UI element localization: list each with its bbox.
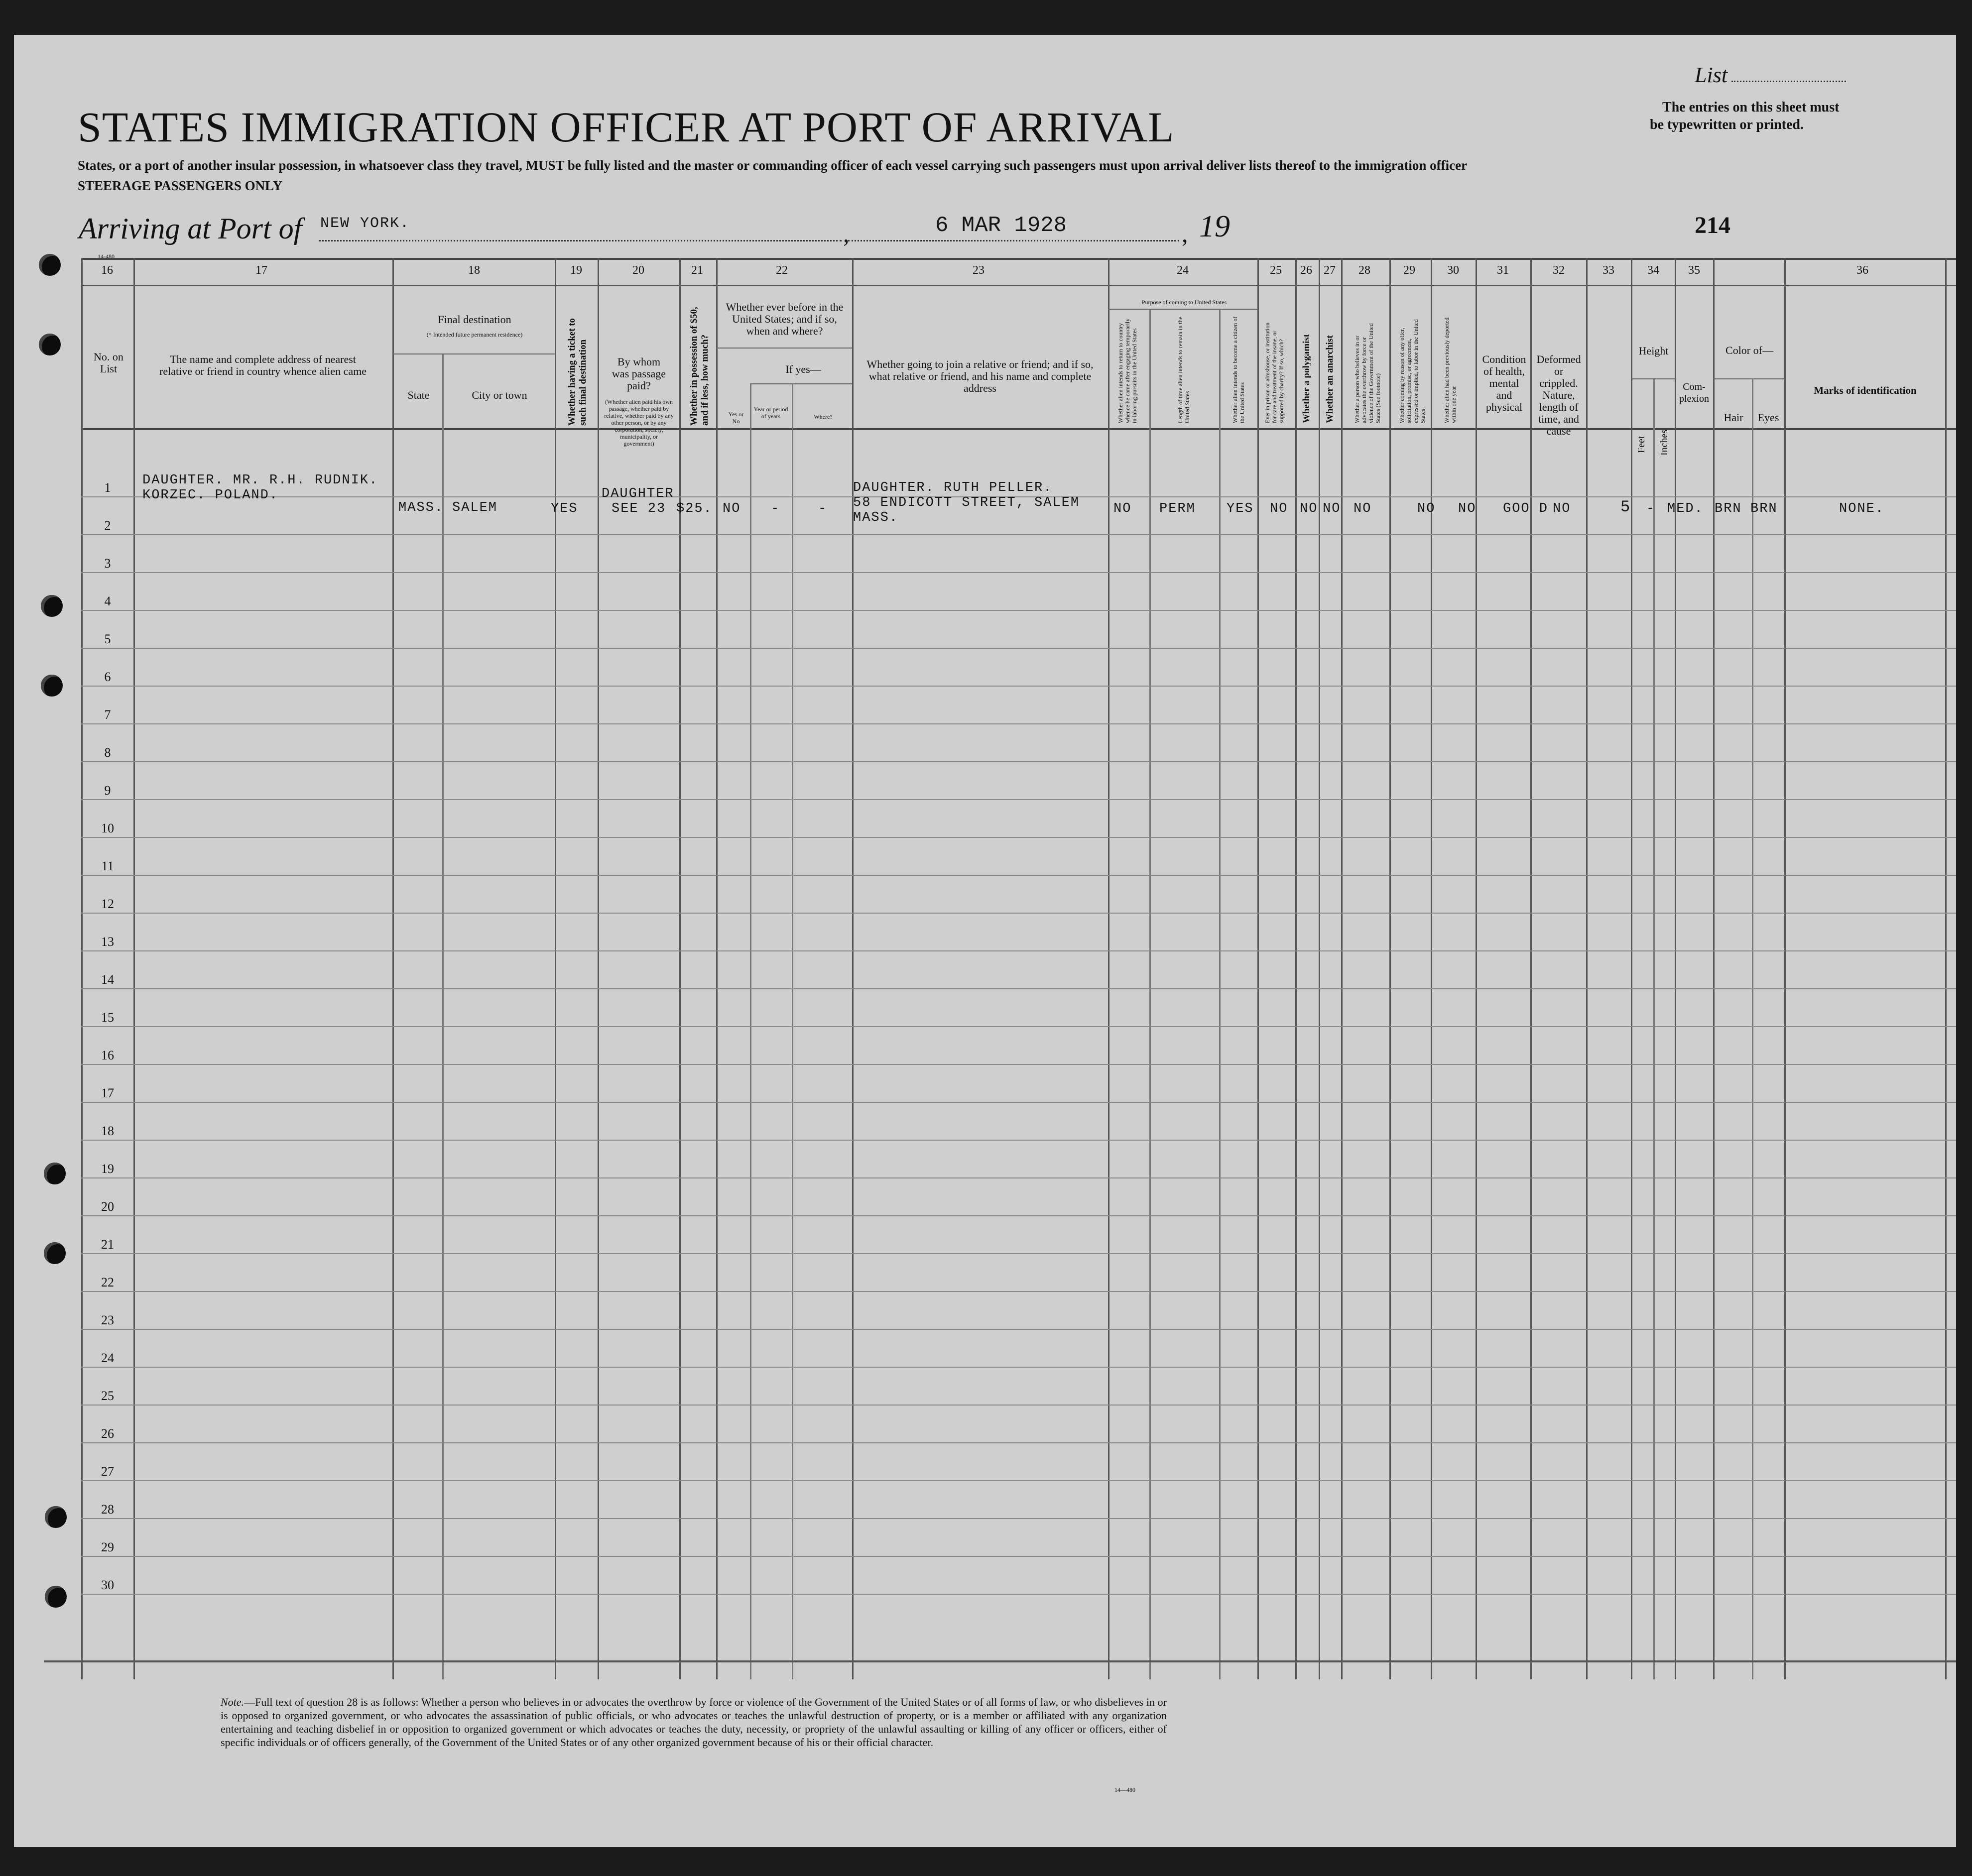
col-line (1431, 258, 1432, 1679)
heading-if-yes: If yes— (785, 363, 821, 375)
col-num: 24 (1177, 264, 1189, 277)
row-line (81, 1215, 1956, 1216)
row-line (81, 761, 1956, 762)
col-line (792, 383, 793, 1679)
col-line (1219, 309, 1221, 1679)
heading-purpose: Purpose of coming to United States (1141, 299, 1227, 306)
sub-line (392, 353, 555, 354)
arriving-label: Arriving at Port of (79, 212, 302, 245)
comma-2: , (1182, 220, 1188, 247)
entry-health: GOO D (1503, 501, 1549, 516)
sub-line (1631, 378, 1675, 379)
entry-join-line3: MASS. (853, 510, 899, 525)
heading-yes-or-no: Yes or No (728, 411, 744, 425)
heading-join-relative: Whether going to join a relative or friend; and if so, what relative or friend, and his name and complete address (866, 358, 1094, 394)
row-line (81, 534, 1956, 535)
heading-ticket: Whether having a ticket to such final destination (567, 318, 588, 426)
entry-citizen: YES (1227, 501, 1254, 516)
sub-line (750, 383, 852, 384)
entry-paid-line1: DAUGHTER (602, 486, 674, 501)
heading-height: Height (1638, 345, 1669, 357)
heading-health: Condition of health, mental and physical (1482, 353, 1526, 413)
row-line (81, 1405, 1956, 1406)
row-line (81, 1594, 1956, 1595)
heading-purpose-a: Whether alien intends to return to country whence he came after engaging temporarily in laboring pursuits in the United States (1117, 318, 1138, 423)
col-line (1631, 258, 1632, 1679)
row-number: 8 (104, 745, 111, 760)
col-num: 28 (1358, 264, 1370, 277)
col-line (598, 258, 599, 1679)
entry-year: - (771, 501, 780, 516)
col-line (1319, 258, 1320, 1679)
row-number: 13 (101, 935, 114, 949)
col-line (679, 258, 681, 1679)
steerage-label: STEERAGE PASSENGERS ONLY (78, 178, 283, 193)
row-line (81, 950, 1956, 951)
col-num: 34 (1647, 264, 1659, 277)
row-number: 26 (101, 1426, 114, 1441)
entry-inches: - (1646, 501, 1656, 516)
entry-feet: 5 (1620, 498, 1631, 516)
comma-1: , (843, 220, 850, 247)
binder-hole (45, 1506, 67, 1528)
footnote-lead: Note. (221, 1696, 245, 1708)
row-number: 28 (101, 1502, 114, 1517)
col-line (81, 258, 83, 1679)
row-number: 19 (101, 1162, 114, 1176)
heading-purpose-b: Length of time alien intends to remain in the United States (1177, 317, 1191, 423)
row-number: 7 (104, 707, 111, 722)
heading-no-on-list: No. on List (94, 351, 123, 375)
row-number: 16 (101, 1048, 114, 1062)
binder-hole (45, 1586, 67, 1608)
sub-line (1713, 378, 1784, 379)
heading-final-destination: Final destination (438, 313, 511, 326)
row-line (81, 988, 1956, 989)
entry-relative-line2: KORZEC. POLAND. (142, 488, 279, 503)
row-line (81, 610, 1956, 611)
col-num: 35 (1688, 264, 1700, 277)
col-num: 30 (1447, 264, 1459, 277)
entry-q30: NO (1458, 501, 1477, 516)
col-num: 29 (1403, 264, 1415, 277)
entries-note-1: The entries on this sheet must (1662, 100, 1840, 115)
heading-city: City or town (472, 389, 527, 401)
heading-deformed: Deformed or crippled. Nature, length of time, and cause (1536, 353, 1581, 437)
port-value: NEW YORK. (320, 215, 410, 232)
col-num: 17 (255, 264, 267, 277)
row-number: 27 (101, 1464, 114, 1479)
col-line (1389, 258, 1391, 1679)
entry-city: SALEM (452, 500, 498, 515)
heading-feet: Feet (1636, 436, 1647, 453)
heading-marks: Marks of identification (1814, 384, 1917, 396)
row-number: 1 (104, 480, 111, 495)
row-line (81, 799, 1956, 800)
heading-name-address: The name and complete address of nearest relative or friend in country whence alien came (159, 353, 367, 377)
row-number: 30 (101, 1578, 114, 1592)
col-line (1476, 258, 1477, 1679)
binder-hole (39, 254, 61, 276)
entry-eyes: BRN (1750, 501, 1778, 516)
entry-q28: NO (1354, 501, 1372, 516)
manifest-sheet (14, 35, 1956, 1847)
col-num: 16 (101, 264, 113, 277)
heading-possession: Whether in possession of $50, and if less, how much? (689, 307, 710, 426)
heading-state: State (407, 389, 430, 401)
year-prefix: 19 (1199, 210, 1230, 243)
col-num: 31 (1497, 264, 1509, 277)
row-line (81, 1026, 1956, 1027)
entries-note-2: be typewritten or printed. (1650, 117, 1804, 132)
row-number: 25 (101, 1389, 114, 1403)
row-line (81, 1556, 1956, 1557)
entry-join-line1: DAUGHTER. RUTH PELLER. (853, 480, 1053, 495)
heading-where: Where? (814, 413, 833, 420)
row-line (81, 1329, 1956, 1330)
col-line (750, 383, 751, 1679)
heading-prison: Ever in prison or almshouse, or institution for care and treatment of the insane, or supported by charity? If so, which? (1264, 322, 1285, 423)
date-line (848, 240, 1179, 241)
row-number: 18 (101, 1124, 114, 1138)
entry-q29: NO (1417, 501, 1436, 516)
entry-before: NO (723, 501, 741, 516)
col-line (133, 258, 135, 1679)
entry-join-line2: 58 ENDICOTT STREET, SALEM (853, 495, 1080, 510)
col-num: 23 (973, 264, 985, 277)
sub-line (716, 348, 852, 349)
binder-hole (39, 334, 61, 355)
row-number: 9 (104, 783, 111, 798)
entry-deformed: NO (1553, 501, 1571, 516)
row-line (81, 1291, 1956, 1292)
col-line (1257, 258, 1259, 1679)
row-line (81, 1253, 1956, 1254)
row-number: 3 (104, 556, 111, 571)
row-number: 22 (101, 1275, 114, 1290)
form-number-bottom: 14—480 (1114, 1786, 1135, 1793)
binder-hole (44, 1242, 66, 1264)
heading-inches: Inches (1659, 429, 1670, 456)
entry-complexion: MED. (1667, 501, 1704, 516)
entry-paid-line2: SEE 23 (612, 501, 666, 516)
entry-prison: NO (1270, 501, 1288, 516)
col-num: 20 (632, 264, 644, 277)
row-number: 14 (101, 972, 114, 987)
heading-q29: Whether coming by reason of any offer, solicitation, promise, or agreement, expressed or implied, to labor in the United States (1398, 319, 1426, 423)
col-line (1586, 258, 1588, 1679)
footnote-text: —Full text of question 28 is as follows: Whether a person who believes in or advocates the overthrow by force or violence of the Government of the United States or of all forms of law, or who disbelieves in or is opposed to organized government, or who advocates the assassination of public officials, or who advocates or teaches the unlawful destruction of property, or is a member or affiliated with any organization entertaining and teaching disbelief in or opposition to organized government or which advocates or teaches the duty, necessity, or propriety of the unlawful assaulting or killing of any officer or officers, either of specific individuals or of officers generally, of the Government of the United States or of any other organized government because of his or their official character. (221, 1696, 1167, 1749)
col-line (1675, 258, 1676, 1679)
heading-final-destination-note: (* Intended future permanent residence) (426, 331, 523, 338)
binder-hole (44, 1163, 66, 1184)
col-line (852, 258, 854, 1679)
list-label: List (1695, 62, 1846, 88)
row-number: 21 (101, 1237, 114, 1252)
row-number: 12 (101, 897, 114, 911)
row-line (81, 1367, 1956, 1368)
col-num: 26 (1300, 264, 1312, 277)
page-title: STATES IMMIGRATION OFFICER AT PORT OF ARRIVAL (78, 103, 1175, 151)
row-line (81, 686, 1956, 687)
port-line (319, 240, 842, 241)
col-line (1653, 378, 1655, 1679)
heading-anarchist: Whether an anarchist (1325, 335, 1335, 423)
heading-polygamist: Whether a polygamist (1301, 334, 1312, 423)
heading-by-whom-note: (Whether alien paid his own passage, whether paid by relative, whether paid by any other person, or by any corporation, society, municipality, or government) (604, 398, 674, 447)
col-num: 27 (1324, 264, 1336, 277)
col-num: 33 (1602, 264, 1614, 277)
col-line (1149, 309, 1151, 1679)
binder-hole (41, 675, 63, 697)
heading-q28: Whether a person who believes in or advocates the overthrow by force or violence of the Government of the United States (See footnote) (1354, 323, 1381, 423)
row-number: 10 (101, 821, 114, 835)
entry-return: NO (1113, 501, 1132, 516)
row-line (81, 1064, 1956, 1065)
row-line (81, 875, 1956, 876)
col-line (1530, 258, 1532, 1679)
entry-length: PERM (1159, 501, 1196, 516)
row-number: 20 (101, 1199, 114, 1214)
heading-year-period: Year or period of years (753, 406, 788, 420)
row-number: 6 (104, 670, 111, 684)
row-number: 29 (101, 1540, 114, 1554)
entry-state: MASS. (398, 500, 444, 515)
col-line (392, 258, 394, 1679)
entry-anarchist: NO (1323, 501, 1341, 516)
subtitle: States, or a port of another insular possession, in whatsoever class they travel, MUST be fully listed and the master or commanding officer of each vessel carrying such passengers must upon arrival deliver lists thereof to the immigration officer (78, 158, 1468, 173)
entry-polygamist: NO (1300, 501, 1318, 516)
row-line (81, 1518, 1956, 1519)
col-num: 19 (570, 264, 582, 277)
col-num: 25 (1270, 264, 1282, 277)
row-number: 15 (101, 1010, 114, 1025)
table-bottom-border (44, 1660, 1956, 1662)
col-line (1108, 258, 1109, 1679)
footnote (221, 1695, 1167, 1749)
entry-marks: NONE. (1839, 501, 1885, 516)
row-line (81, 648, 1956, 649)
col-line (1784, 258, 1786, 1679)
row-number: 23 (101, 1313, 114, 1327)
row-number: 11 (101, 859, 114, 873)
row-number: 2 (104, 518, 111, 533)
binder-hole (41, 595, 63, 617)
heading-q30: Whether alien had been previously deported within one year (1443, 317, 1457, 423)
row-line (81, 1177, 1956, 1178)
row-line (81, 1480, 1956, 1481)
col-num: 36 (1856, 264, 1868, 277)
row-line (81, 837, 1956, 838)
row-number: 5 (104, 632, 111, 646)
col-line (1341, 258, 1343, 1679)
col-num: 18 (468, 264, 480, 277)
col-line (1945, 258, 1947, 1679)
heading-color-of: Color of— (1726, 344, 1773, 356)
row-line (81, 1102, 1956, 1103)
heading-ever-before: Whether ever before in the United States; and if so, when and where? (726, 301, 844, 337)
entry-where: - (818, 501, 828, 516)
entry-ticket: YES (551, 501, 578, 516)
date-value: 6 MAR 1928 (935, 213, 1067, 238)
entry-hair: BRN (1715, 501, 1742, 516)
col-line (716, 258, 718, 1679)
col-num: 21 (691, 264, 703, 277)
heading-purpose-c: Whether alien intends to become a citizen of the United States (1232, 316, 1245, 423)
row-line (81, 1442, 1956, 1443)
form-number-top: 14-480 (98, 253, 115, 260)
row-line (81, 572, 1956, 573)
entry-money: $25. (676, 501, 713, 516)
sub-line (1108, 309, 1257, 310)
row-number: 4 (104, 594, 111, 608)
col-num: 32 (1553, 264, 1565, 277)
row-line (81, 1140, 1956, 1141)
col-line (555, 258, 556, 1679)
row-number: 17 (101, 1086, 114, 1100)
heading-eyes: Eyes (1757, 411, 1779, 424)
col-num: 22 (776, 264, 788, 277)
col-line (1295, 258, 1297, 1679)
sheet-number: 214 (1695, 212, 1730, 238)
entry-relative-line1: DAUGHTER. MR. R.H. RUDNIK. (142, 473, 378, 488)
row-line (81, 913, 1956, 914)
col-line (1713, 258, 1715, 1679)
heading-hair: Hair (1724, 411, 1743, 424)
row-number: 24 (101, 1351, 114, 1365)
col-line (1752, 378, 1753, 1679)
heading-complexion: Com-plexion (1679, 381, 1709, 404)
row-line (81, 723, 1956, 724)
heading-by-whom: By whom was passage paid? (612, 355, 666, 392)
